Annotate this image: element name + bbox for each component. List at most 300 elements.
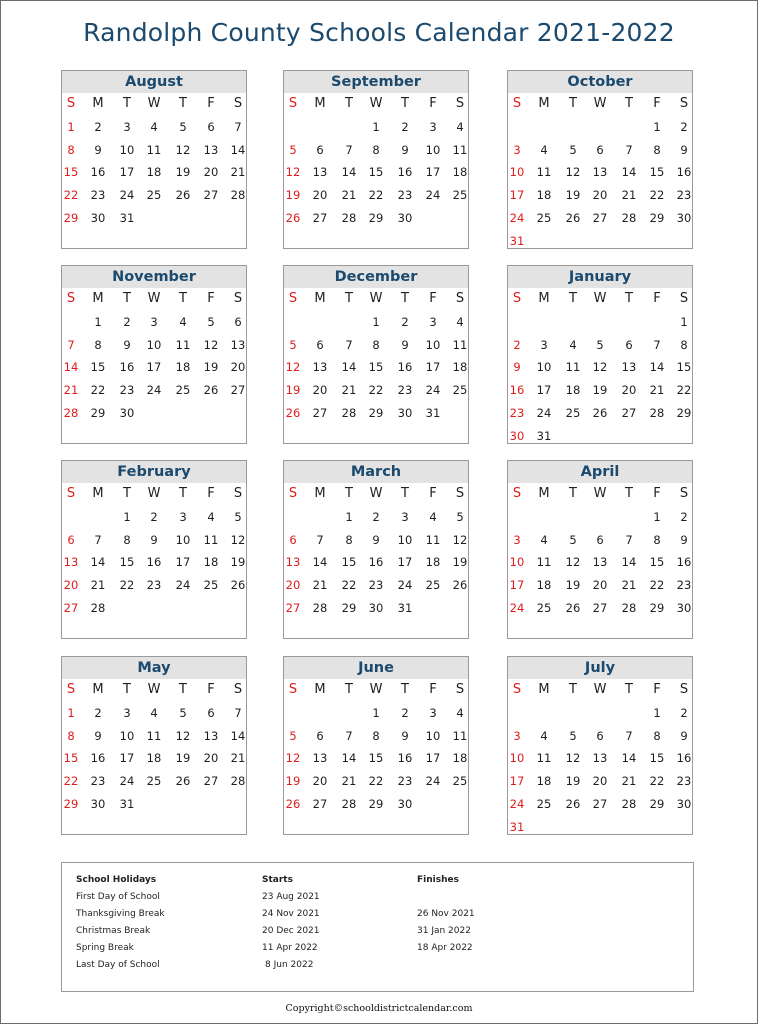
day-cell: 6 [234,315,242,329]
weekday-label: F [429,486,437,501]
day-cell: 2 [680,510,688,524]
day-cell: 15 [368,751,384,766]
day-cell: 4 [569,337,577,352]
day-cell: 11 [452,337,468,352]
weekday-label: S [455,96,465,111]
day-cell: 17 [425,165,441,180]
day-cell: 10 [509,555,525,570]
month-name: October [508,71,692,93]
day-cell: 28 [621,796,637,811]
day-cell: 16 [397,751,413,766]
day-cell: 6 [596,728,604,743]
weekday-label: S [288,486,298,501]
day-cell: 18 [175,360,191,375]
day-cell: 4 [429,510,437,524]
month-name: April [508,461,692,483]
day-cell: 4 [179,315,187,329]
day-cell: 29 [676,405,692,420]
day-cell: 20 [285,578,301,593]
day-cell: 25 [203,578,219,593]
day-cell: 19 [285,383,301,398]
day-cell: 14 [90,555,106,570]
day-cell: 9 [94,728,102,743]
day-cell: 27 [592,600,608,615]
day-cell: 16 [676,555,692,570]
day-cell: 8 [67,142,75,157]
day-cell: 1 [680,315,688,329]
day-cell: 23 [90,774,106,789]
day-cell: 4 [207,510,215,524]
day-cell: 8 [372,142,380,157]
day-cell: 18 [536,774,552,789]
weekday-label: F [653,96,661,111]
day-cell: 7 [345,728,353,743]
day-cell: 8 [680,337,688,352]
day-cell: 11 [536,165,552,180]
day-cell: 16 [90,751,106,766]
month-june [283,656,469,835]
day-cell: 9 [401,142,409,157]
day-cell: 17 [397,555,413,570]
day-cell: 9 [401,337,409,352]
day-cell: 4 [456,706,464,720]
day-cell: 11 [175,337,191,352]
day-cell: 17 [119,751,135,766]
weekday-label: M [92,291,104,306]
day-cell: 10 [146,337,162,352]
month-name: December [284,266,468,288]
day-cell: 23 [119,383,135,398]
day-cell: 18 [536,578,552,593]
day-cell: 29 [368,405,384,420]
day-cell: 9 [150,532,158,547]
day-cell: 9 [680,532,688,547]
holiday-name: Spring Break [76,943,134,953]
weekday-label: T [625,291,633,306]
day-cell: 3 [513,142,521,157]
day-cell: 24 [536,405,552,420]
day-cell: 23 [509,405,525,420]
day-cell: 11 [425,532,441,547]
day-cell: 7 [234,120,242,134]
day-cell: 15 [119,555,135,570]
day-cell: 7 [234,706,242,720]
day-cell: 16 [397,165,413,180]
day-cell: 21 [649,383,665,398]
weekday-label: F [207,682,215,697]
weekday-label: S [679,96,689,111]
day-cell: 15 [649,555,665,570]
weekday-label: S [455,291,465,306]
day-cell: 28 [341,405,357,420]
day-cell: 16 [119,360,135,375]
month-name: August [62,71,246,93]
day-cell: 14 [621,751,637,766]
day-cell: 17 [425,360,441,375]
weekday-label: S [455,682,465,697]
day-cell: 13 [312,751,328,766]
day-cell: 3 [513,532,521,547]
day-cell: 5 [569,728,577,743]
day-cell: 30 [397,796,413,811]
day-cell: 24 [425,188,441,203]
day-cell: 14 [341,751,357,766]
day-cell: 26 [285,210,301,225]
day-cell: 12 [565,751,581,766]
day-cell: 9 [94,142,102,157]
day-cell: 28 [90,600,106,615]
day-cell: 10 [119,728,135,743]
day-cell: 25 [536,600,552,615]
weekday-label: S [288,96,298,111]
month-name: November [62,266,246,288]
day-cell: 3 [179,510,187,524]
day-cell: 22 [649,774,665,789]
day-cell: 19 [452,555,468,570]
day-cell: 25 [536,796,552,811]
day-cell: 18 [565,383,581,398]
day-cell: 17 [536,383,552,398]
day-cell: 25 [146,774,162,789]
day-cell: 4 [540,728,548,743]
day-cell: 31 [425,405,441,420]
day-cell: 29 [649,796,665,811]
day-cell: 3 [150,315,158,329]
day-cell: 23 [397,383,413,398]
day-cell: 7 [67,337,75,352]
weekday-label: S [66,486,76,501]
weekday-label: M [92,96,104,111]
holiday-starts: 8 Jun 2022 [265,960,314,970]
day-cell: 14 [621,165,637,180]
day-cell: 5 [569,532,577,547]
day-cell: 17 [509,188,525,203]
day-cell: 16 [676,751,692,766]
holiday-name: First Day of School [76,892,160,902]
day-cell: 1 [653,706,661,720]
weekday-label: T [401,682,409,697]
day-cell: 20 [230,360,246,375]
weekday-label: M [538,291,550,306]
day-cell: 24 [146,383,162,398]
day-cell: 2 [94,706,102,720]
day-cell: 2 [372,510,380,524]
day-cell: 29 [649,210,665,225]
weekday-label: F [653,682,661,697]
day-cell: 27 [203,188,219,203]
weekday-label: T [179,682,187,697]
day-cell: 21 [63,383,79,398]
day-cell: 19 [203,360,219,375]
day-cell: 20 [203,165,219,180]
day-cell: 2 [94,120,102,134]
day-cell: 24 [175,578,191,593]
weekday-label: T [345,291,353,306]
weekday-label: S [288,682,298,697]
weekday-label: S [233,682,243,697]
day-cell: 17 [509,578,525,593]
day-cell: 24 [509,796,525,811]
day-cell: 6 [316,728,324,743]
month-may [61,656,247,835]
day-cell: 26 [175,774,191,789]
day-cell: 20 [592,578,608,593]
day-cell: 30 [119,405,135,420]
day-cell: 6 [316,142,324,157]
weekday-label: S [66,291,76,306]
day-cell: 1 [94,315,102,329]
day-cell: 16 [146,555,162,570]
day-cell: 24 [397,578,413,593]
day-cell: 4 [456,315,464,329]
day-cell: 25 [565,405,581,420]
day-cell: 29 [63,796,79,811]
page-title: Randolph County Schools Calendar 2021-2022 [83,18,675,47]
weekday-label: T [569,682,577,697]
day-cell: 26 [565,796,581,811]
day-cell: 8 [123,532,131,547]
day-cell: 4 [456,120,464,134]
day-cell: 27 [312,210,328,225]
day-cell: 21 [341,383,357,398]
day-cell: 11 [452,728,468,743]
day-cell: 31 [509,233,525,248]
day-cell: 14 [341,165,357,180]
weekday-label: S [679,486,689,501]
weekday-label: T [401,486,409,501]
month-november [61,265,247,444]
day-cell: 17 [175,555,191,570]
day-cell: 15 [63,751,79,766]
weekday-label: F [207,486,215,501]
day-cell: 22 [341,578,357,593]
day-cell: 7 [625,728,633,743]
day-cell: 9 [123,337,131,352]
day-cell: 4 [540,532,548,547]
day-cell: 6 [596,532,604,547]
day-cell: 28 [230,188,246,203]
month-april [507,460,693,639]
day-cell: 28 [312,600,328,615]
day-cell: 7 [94,532,102,547]
day-cell: 1 [345,510,353,524]
day-cell: 5 [289,337,297,352]
day-cell: 21 [312,578,328,593]
day-cell: 12 [175,728,191,743]
day-cell: 4 [150,120,158,134]
day-cell: 30 [368,600,384,615]
weekday-label: W [147,486,161,501]
weekday-label: F [429,682,437,697]
day-cell: 9 [680,728,688,743]
day-cell: 26 [203,383,219,398]
weekday-label: W [593,486,607,501]
day-cell: 6 [289,532,297,547]
day-cell: 15 [341,555,357,570]
holiday-name: Christmas Break [76,926,151,936]
month-name: March [284,461,468,483]
day-cell: 20 [592,774,608,789]
day-cell: 29 [649,600,665,615]
day-cell: 18 [203,555,219,570]
holidays-table [61,862,694,992]
day-cell: 21 [230,165,246,180]
weekday-label: S [512,291,522,306]
weekday-label: S [233,486,243,501]
day-cell: 31 [397,600,413,615]
day-cell: 15 [90,360,106,375]
copyright-text: Copyright©schooldistrictcalendar.com [285,1003,473,1014]
day-cell: 12 [592,360,608,375]
day-cell: 10 [119,142,135,157]
weekday-label: T [179,486,187,501]
weekday-label: F [207,291,215,306]
day-cell: 14 [341,360,357,375]
day-cell: 18 [425,555,441,570]
day-cell: 16 [90,165,106,180]
weekday-label: W [147,291,161,306]
day-cell: 22 [90,383,106,398]
day-cell: 20 [203,751,219,766]
day-cell: 30 [397,405,413,420]
weekday-label: M [314,682,326,697]
weekday-label: T [123,291,131,306]
day-cell: 24 [119,774,135,789]
weekday-label: T [179,291,187,306]
day-cell: 8 [653,728,661,743]
day-cell: 13 [592,751,608,766]
day-cell: 28 [649,405,665,420]
day-cell: 17 [119,165,135,180]
day-cell: 11 [146,142,162,157]
day-cell: 17 [509,774,525,789]
weekday-label: S [679,682,689,697]
month-name: June [284,657,468,679]
weekday-label: W [593,96,607,111]
day-cell: 11 [536,555,552,570]
day-cell: 10 [509,165,525,180]
day-cell: 22 [63,188,79,203]
day-cell: 1 [123,510,131,524]
month-february [61,460,247,639]
day-cell: 6 [596,142,604,157]
day-cell: 18 [146,751,162,766]
day-cell: 6 [316,337,324,352]
day-cell: 17 [146,360,162,375]
day-cell: 13 [285,555,301,570]
day-cell: 8 [372,337,380,352]
day-cell: 20 [312,188,328,203]
day-cell: 2 [150,510,158,524]
weekday-label: M [92,486,104,501]
day-cell: 14 [63,360,79,375]
day-cell: 25 [146,188,162,203]
day-cell: 5 [456,510,464,524]
day-cell: 6 [207,706,215,720]
day-cell: 27 [312,796,328,811]
weekday-label: M [538,486,550,501]
day-cell: 9 [372,532,380,547]
day-cell: 27 [230,383,246,398]
weekday-label: S [512,486,522,501]
day-cell: 27 [312,405,328,420]
weekday-label: T [123,682,131,697]
day-cell: 7 [653,337,661,352]
weekday-label: T [123,96,131,111]
day-cell: 8 [345,532,353,547]
day-cell: 29 [90,405,106,420]
day-cell: 29 [63,210,79,225]
day-cell: 12 [230,532,246,547]
day-cell: 2 [513,337,521,352]
day-cell: 22 [368,774,384,789]
weekday-label: F [207,96,215,111]
day-cell: 10 [425,728,441,743]
day-cell: 26 [592,405,608,420]
day-cell: 15 [368,165,384,180]
day-cell: 12 [565,555,581,570]
day-cell: 11 [146,728,162,743]
month-name: February [62,461,246,483]
weekday-label: S [66,96,76,111]
holiday-name: Last Day of School [76,960,160,970]
month-october [507,70,693,249]
day-cell: 14 [230,142,246,157]
day-cell: 24 [509,210,525,225]
day-cell: 13 [230,337,246,352]
day-cell: 19 [592,383,608,398]
day-cell: 13 [621,360,637,375]
weekday-label: T [345,486,353,501]
day-cell: 11 [536,751,552,766]
day-cell: 24 [509,600,525,615]
weekday-label: M [314,96,326,111]
month-july [507,656,693,835]
day-cell: 14 [312,555,328,570]
weekday-label: T [625,96,633,111]
day-cell: 26 [285,796,301,811]
day-cell: 9 [680,142,688,157]
weekday-label: S [512,682,522,697]
day-cell: 3 [540,337,548,352]
day-cell: 18 [536,188,552,203]
weekday-label: S [233,96,243,111]
holidays-header-name: School Holidays [76,875,157,885]
month-name: January [508,266,692,288]
day-cell: 21 [621,578,637,593]
day-cell: 12 [452,532,468,547]
weekday-label: S [66,682,76,697]
day-cell: 15 [649,165,665,180]
day-cell: 30 [90,210,106,225]
day-cell: 2 [401,120,409,134]
day-cell: 5 [596,337,604,352]
day-cell: 5 [289,142,297,157]
day-cell: 2 [123,315,131,329]
day-cell: 28 [621,210,637,225]
weekday-label: T [345,96,353,111]
day-cell: 2 [680,706,688,720]
weekday-label: S [233,291,243,306]
day-cell: 29 [368,210,384,225]
day-cell: 2 [680,120,688,134]
day-cell: 17 [425,751,441,766]
day-cell: 25 [452,774,468,789]
holiday-name: Thanksgiving Break [76,909,165,919]
day-cell: 14 [649,360,665,375]
day-cell: 20 [592,188,608,203]
day-cell: 5 [234,510,242,524]
